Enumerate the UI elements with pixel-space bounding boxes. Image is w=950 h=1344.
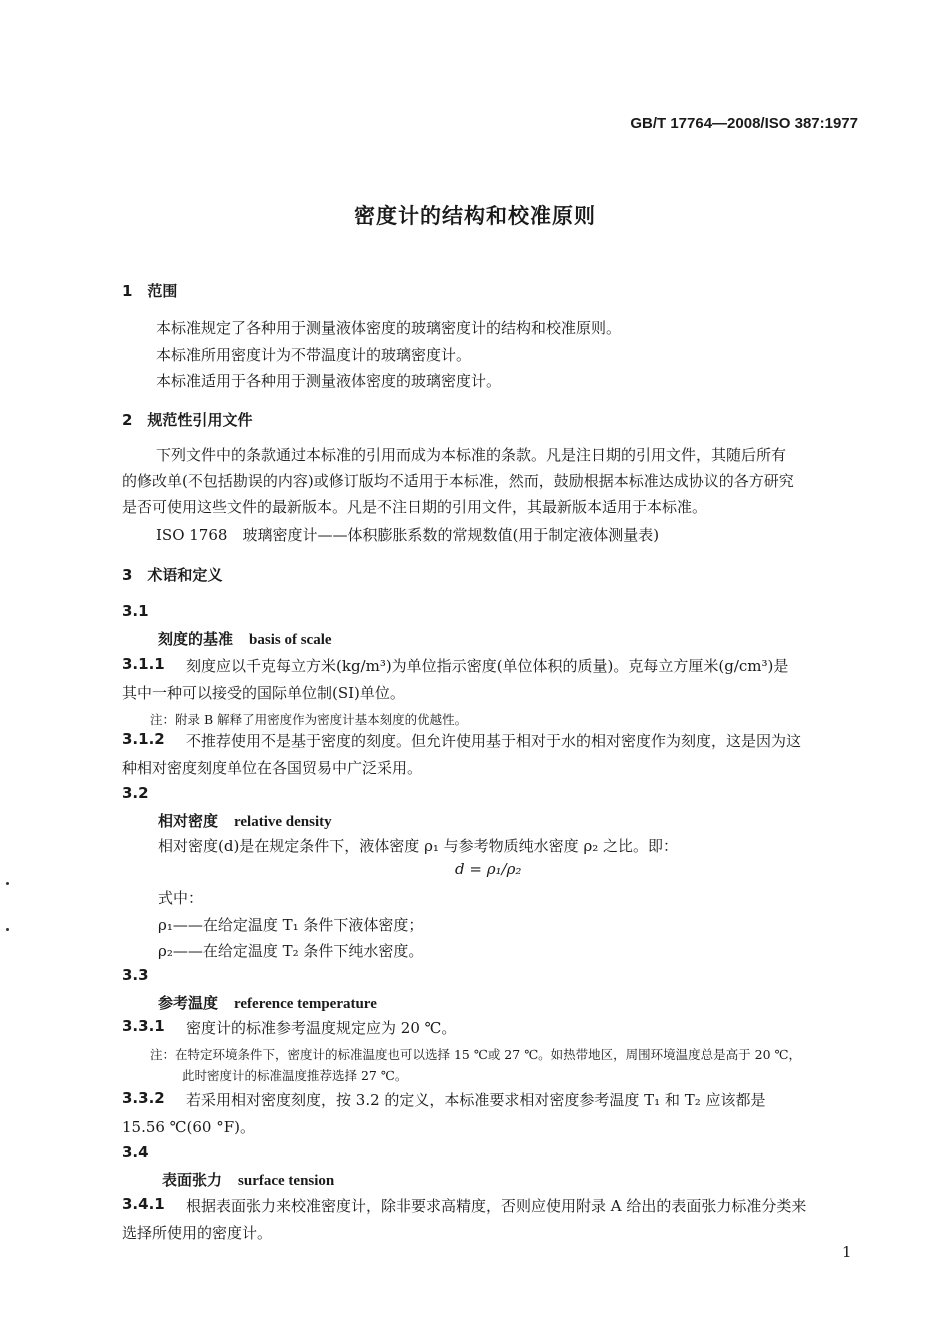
clause-number: 3.4 [122,1143,149,1161]
paragraph: 的修改单(不包括勘误的内容)或修订版均不适用于本标准，然而，鼓励根据本标准达成协议的各方研究 [122,472,794,490]
page-number: 1 [842,1243,852,1261]
section-3-heading: 3 术语和定义 [122,566,223,584]
term-reference-temperature [158,992,377,1013]
term-cn: 相对密度 [158,812,219,830]
scan-mark [6,928,9,931]
note: 此时密度计的标准温度推荐选择 27 ℃。 [182,1068,408,1083]
paragraph: 若采用相对密度刻度，按 3.2 的定义，本标准要求相对密度参考温度 T₁ 和 T₂ 应该都是 [186,1091,766,1109]
clause-number: 3.3.2 [122,1089,165,1107]
standard-code: GB/T 17764—2008/ISO 387:1977 [630,115,858,132]
where-label: 式中： [158,889,204,907]
paragraph: 是否可使用这些文件的最新版本。凡是不注日期的引用文件，其最新版本适用于本标准。 [122,498,708,516]
paragraph: 本标准适用于各种用于测量液体密度的玻璃密度计。 [156,372,502,390]
clause-number: 3.1 [122,602,149,620]
term-cn: 表面张力 [162,1171,223,1189]
formula: d = ρ₁/ρ₂ [455,860,522,878]
clause-number: 3.2 [122,784,149,802]
variable-definition: ρ₂——在给定温度 T₂ 条件下纯水密度。 [158,942,424,960]
paragraph: 15.56 ℃(60 °F)。 [122,1118,255,1136]
term-cn: 刻度的基准 [158,630,234,648]
paragraph: 不推荐使用不是基于密度的刻度。但允许使用基于相对于水的相对密度作为刻度，这是因为这 [186,732,802,750]
term-relative-density [158,810,332,831]
page-title: 密度计的结构和校准原则 [354,204,596,228]
term-cn: 参考温度 [158,994,219,1012]
paragraph: 选择所使用的密度计。 [122,1224,273,1242]
definition: 相对密度(d)是在规定条件下，液体密度 ρ₁ 与参考物质纯水密度 ρ₂ 之比。即： [158,837,679,855]
paragraph: 本标准所用密度计为不带温度计的玻璃密度计。 [156,346,472,364]
term-en: surface tension [238,1173,335,1189]
variable-definition: ρ₁——在给定温度 T₁ 条件下液体密度； [158,916,424,934]
paragraph: 种相对密度刻度单位在各国贸易中广泛采用。 [122,759,423,777]
section-2-heading: 2 规范性引用文件 [122,411,253,429]
term-en: reference temperature [234,996,377,1012]
term-surface-tension [162,1169,334,1190]
paragraph: 本标准规定了各种用于测量液体密度的玻璃密度计的结构和校准原则。 [156,319,622,337]
paragraph: 其中一种可以接受的国际单位制(SI)单位。 [122,684,405,702]
paragraph: 密度计的标准参考温度规定应为 20 ℃。 [186,1019,457,1037]
term-basis-of-scale [158,628,332,649]
note: 注：附录 B 解释了用密度作为密度计基本刻度的优越性。 [150,712,468,727]
term-en: relative density [234,814,332,830]
term-en: basis of scale [249,632,332,648]
clause-number: 3.4.1 [122,1195,165,1213]
note: 注：在特定环境条件下，密度计的标准温度也可以选择 15 ℃或 27 ℃。如热带地区，周围环境温度总是高于 20 ℃， [150,1047,802,1062]
scan-mark [6,882,9,885]
clause-number: 3.1.2 [122,730,165,748]
section-1-heading: 1 范围 [122,282,178,300]
clause-number: 3.3.1 [122,1017,165,1035]
paragraph: 根据表面张力来校准密度计，除非要求高精度，否则应使用附录 A 给出的表面张力标准分类来 [186,1197,807,1215]
paragraph: 下列文件中的条款通过本标准的引用而成为本标准的条款。凡是注日期的引用文件，其随后所有 [156,446,787,464]
reference-item: ISO 1768 玻璃密度计——体积膨胀系数的常规数值(用于制定液体测量表) [156,526,660,544]
paragraph: 刻度应以千克每立方米(kg/m³)为单位指示密度(单位体积的质量)。克每立方厘米(g/cm³)是 [186,657,789,675]
clause-number: 3.3 [122,966,149,984]
clause-number: 3.1.1 [122,655,165,673]
